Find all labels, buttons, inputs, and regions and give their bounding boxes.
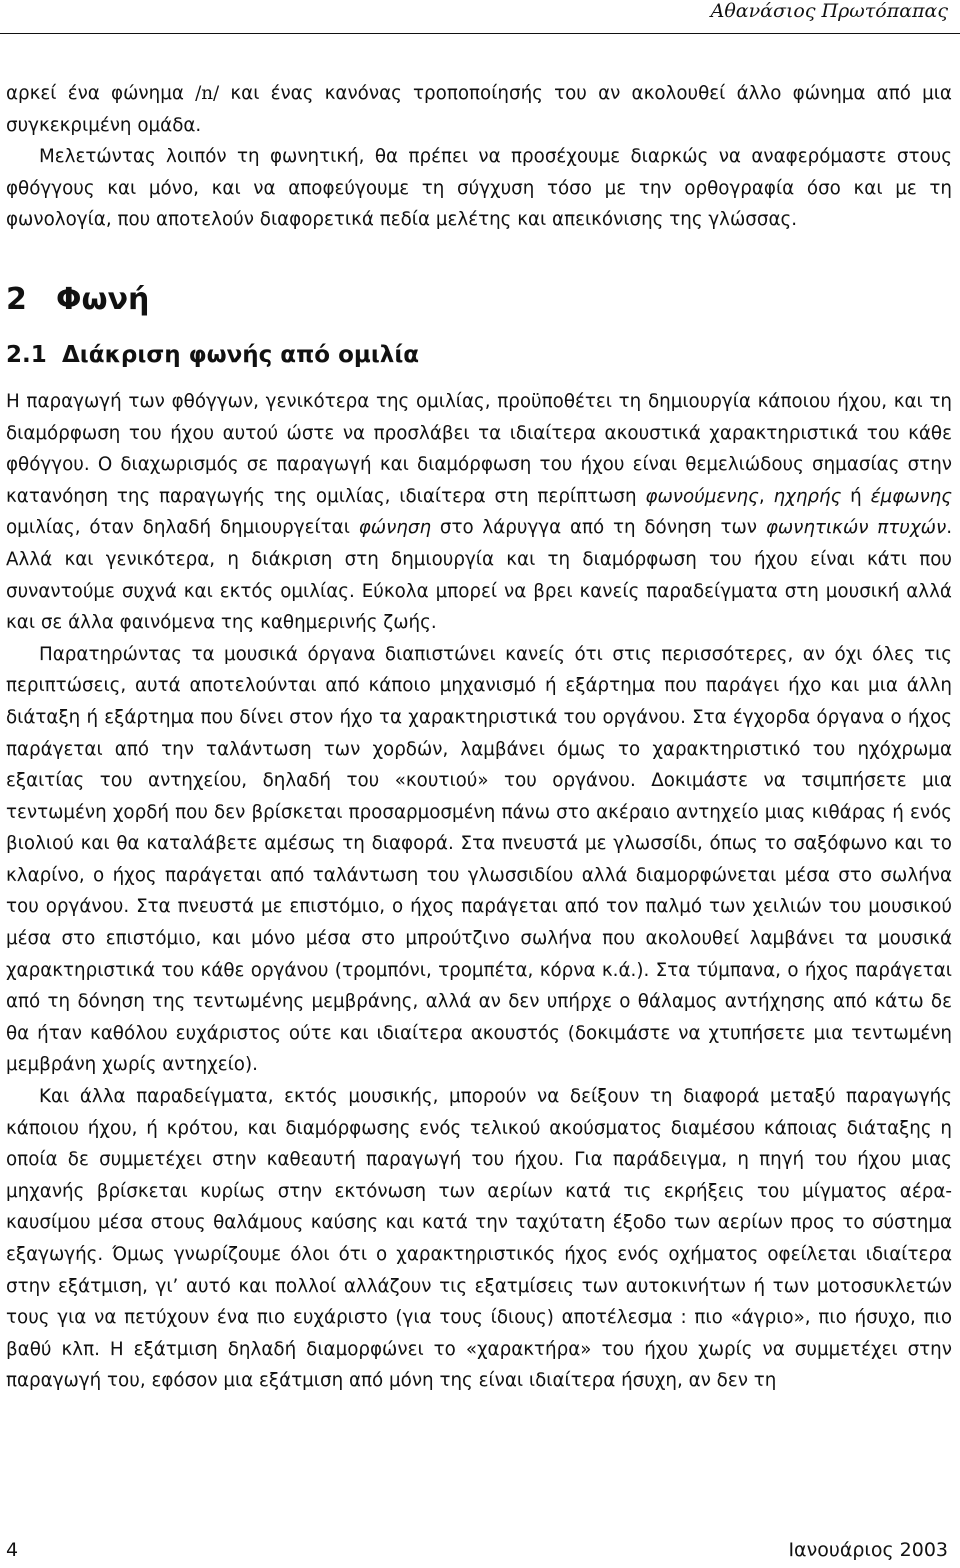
body-paragraph-3: Και άλλα παραδείγματα, εκτός μουσικής, μπορούν να δείξουν τη διαφορά μεταξύ παραγωγής κάποιου ήχου, ή κρότου, και διαμόρφωσης ενός τελικού ακούσματος διαμέσου κάποιας διάταξης η οποία δε συμμετέχει στην καθεαυτή παραγωγή του ήχου. Για παράδειγμα, η πηγή του ήχου μιας μηχανής βρίσκεται κυρίως στην εκτόνωση των αερίων κατά τις εκρήξεις του μίγματος αέρα-καυσίμου μέσα στους θαλάμους καύσης και κατά την ταχύτατη έξοδο των αερίων προς το σύστημα εξαγωγής. Όμως γνωρίζουμε όλοι ότι ο χαρακτηριστικός ήχος ενός οχήματος οφείλεται ιδιαίτερα στην εξάτμιση, γι’ αυτό και πολλοί αλλάζουν τις εξατμίσεις των αυτοκινήτων ή των μοτοσυκλετών τους για να πετύχουν ένα πιο ευχάριστο (για τους ίδιους) αποτέλεσμα : πιο «άγριο», πιο ήσυχο, πιο βαθύ κλπ. Η εξάτμιση δηλαδή διαμορφώνει το «χαρακτήρα» του ήχου χωρίς να συμμετέχει στην παραγωγή του, εφόσον μια εξάτμιση από μόνη της είναι ιδιαίτερα ήσυχη, αν δεν τη — [6, 1086, 952, 1392]
subsection-number: 2.1 — [6, 341, 47, 368]
term-vocal-folds: φωνητικών πτυχών — [765, 517, 947, 539]
intro-text-b: και ένας κανόνας τροποποίησής του αν ακολουθεί άλλο φώνημα από μια συγκεκριμένη ομάδα. — [6, 83, 952, 136]
para1-text-b: ομιλίας, όταν δηλαδή δημιουργείται — [6, 517, 359, 539]
intro-text-a: αρκεί ένα φώνημα — [6, 83, 196, 104]
para1-text-a: Η παραγωγή των φθόγγων, γενικότερα της ομιλίας, προϋποθέτει τη δημιουργία κάποιου ήχου, και τη διαμόρφωση του ήχου αυτού ώστε να προσλάβει τα ιδιαίτερα ακουστικά χαρακτηριστικά του κάθε φθόγγου. Ο διαχωρισμός σε παραγωγή και διαμόρφωση του ήχου είναι θεμελιώδους σημασίας στην κατανόηση της παραγωγής της ομιλίας, ιδιαίτερα στη περίπτωση — [6, 390, 952, 507]
para1-text-d: . Αλλά και γενικότερα, η διάκριση στη δημιουργία και τη διαμόρφωση του ήχου είναι κάτι που συναντούμε συχνά και εκτός ομιλίας. Εύκολα μπορεί να βρει κανείς παραδείγματα στη μουσική αλλά και σε άλλα φαινόμενα της καθημερινής ζωής. — [6, 517, 952, 634]
subsection-title: Διάκριση φωνής από ομιλία — [62, 341, 420, 368]
page-number: 4 — [6, 1539, 19, 1561]
term-voiced-2: ηχηρής — [773, 485, 842, 507]
para1-sep-2: ή — [841, 485, 871, 507]
page-body — [6, 78, 952, 1397]
footer-date: Ιανουάριος 2003 — [788, 1539, 948, 1561]
phoneme-notation: /n/ — [195, 83, 220, 104]
subsection-heading — [6, 340, 952, 370]
term-voiced-1: φωνούμενης — [645, 485, 759, 507]
section-heading — [6, 282, 952, 318]
header-rule — [0, 33, 960, 34]
intro-paragraph-1 — [6, 78, 952, 141]
term-voiced-3: έμφωνης — [870, 485, 952, 507]
para1-text-c: στο λάρυγγα από τη δόνηση των — [431, 517, 766, 539]
intro-paragraph-2: Μελετώντας λοιπόν τη φωνητική, θα πρέπει να προσέχουμε διαρκώς να αναφερόμαστε στους φθόγγους και μόνο, και να αποφεύγουμε τη σύγχυση τόσο με την ορθογραφία όσο και με τη φωνολογία, που αποτελούν διαφορετικά πεδία μελέτης και απεικόνισης της γλώσσας. — [6, 146, 952, 231]
para1-sep-1: , — [758, 485, 774, 507]
section-number: 2 — [6, 281, 27, 317]
section-title: Φωνή — [56, 281, 150, 317]
running-head: Αθανάσιος Πρωτόπαπας — [710, 0, 948, 22]
term-phonation: φώνηση — [358, 517, 432, 539]
body-paragraph-2: Παρατηρώντας τα μουσικά όργανα διαπιστώνει κανείς ότι στις περισσότερες, αν όχι όλες τις περιπτώσεις, αυτά αποτελούνται από κάποιο μηχανισμό ή εξάρτημα που παράγει ήχο και μια άλλη διάταξη ή εξάρτημα που δίνει στον ήχο τα χαρακτηριστικά του οργάνου. Στα έγχορδα όργανα ο ήχος παράγεται από την ταλάντωση των χορδών, λαμβάνει όμως το χαρακτηριστικό του ηχόχρωμα εξαιτίας του αντηχείου, δηλαδή του «κουτιού» του οργάνου. Δοκιμάστε να τσιμπήσετε μια τεντωμένη χορδή που δεν βρίσκεται προσαρμοσμένη πάνω στο ακέραιο αντηχείο μιας κιθάρας ή ενός βιολιού και θα καταλάβετε αμέσως τη διαφορά. Στα πνευστά με γλωσσίδι, όπως το σαξόφωνο και το κλαρίνο, ο ήχος παράγεται από ταλάντωση του γλωσσιδίου αλλά διαμορφώνεται μέσα στο σωλήνα του οργάνου. Στα πνευστά με επιστόμιο, ο ήχος παράγεται από τον παλμό των χειλιών του μουσικού μέσα στο επιστόμιο, και μόνο μέσα στο μπρούτζινο σωλήνα που ακολουθεί λαμβάνει τα μουσικά χαρακτηριστικά του κάθε οργάνου (τρομπόνι, τρομπέτα, κόρνα κ.ά.). Στα τύμπανα, ο ήχος παράγεται από τη δόνηση της τεντωμένης μεμβράνης, αλλά αν δεν υπήρχε ο θάλαμος αντήχησης από κάτω δε θα ήταν καθόλου ευχάριστος ούτε και ιδιαίτερα ακουστός (δοκιμάστε να χτυπήσετε μια τεντωμένη μεμβράνη χωρίς αντηχείο). — [6, 643, 952, 1076]
body-paragraph-1 — [6, 386, 952, 639]
